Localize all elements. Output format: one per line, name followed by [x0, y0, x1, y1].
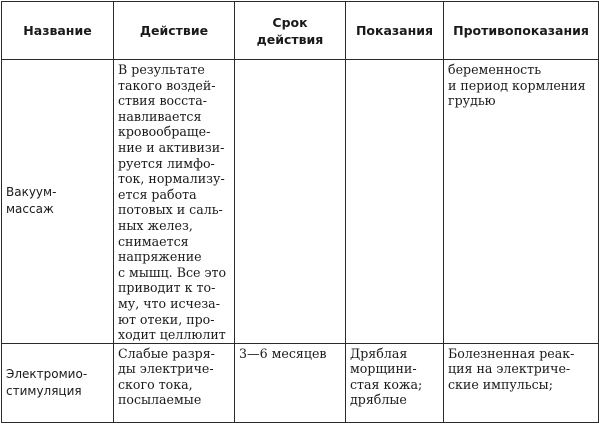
procedures-table	[1, 1, 599, 423]
cell-indications	[346, 60, 444, 344]
header-name: Название	[2, 2, 114, 60]
cell-contraindications: беременность и период кормления грудью	[444, 60, 599, 344]
cell-action: В результате такого воздей- ствия восста- навливается кровообраще- ние и активизи- руется лимфо- ток, нормализу- ется работа потовых и саль- ных желез, снимается напряжение с мышц. Все это приводит к то- му, что исчеза- ют отеки, про- ходит целлюлит	[114, 60, 235, 344]
cell-indications: Дряблая морщини- стая кожа; дряблые	[346, 343, 444, 422]
cell-contraindications: Болезненная реак- ция на электриче- ские импульсы;	[444, 343, 599, 422]
header-action: Действие	[114, 2, 235, 60]
table-row	[2, 60, 599, 344]
header-indications: Показания	[346, 2, 444, 60]
table-row	[2, 343, 599, 422]
header-row	[2, 2, 599, 60]
cell-duration	[235, 60, 346, 344]
cell-name: Электромио- стимуляция	[2, 343, 114, 422]
cell-action: Слабые разря- ды электриче- ского тока, посылаемые	[114, 343, 235, 422]
header-duration: Срок действия	[235, 2, 346, 60]
header-contraindications: Противопоказания	[444, 2, 599, 60]
cell-duration: 3—6 месяцев	[235, 343, 346, 422]
cell-name: Вакуум- массаж	[2, 60, 114, 344]
